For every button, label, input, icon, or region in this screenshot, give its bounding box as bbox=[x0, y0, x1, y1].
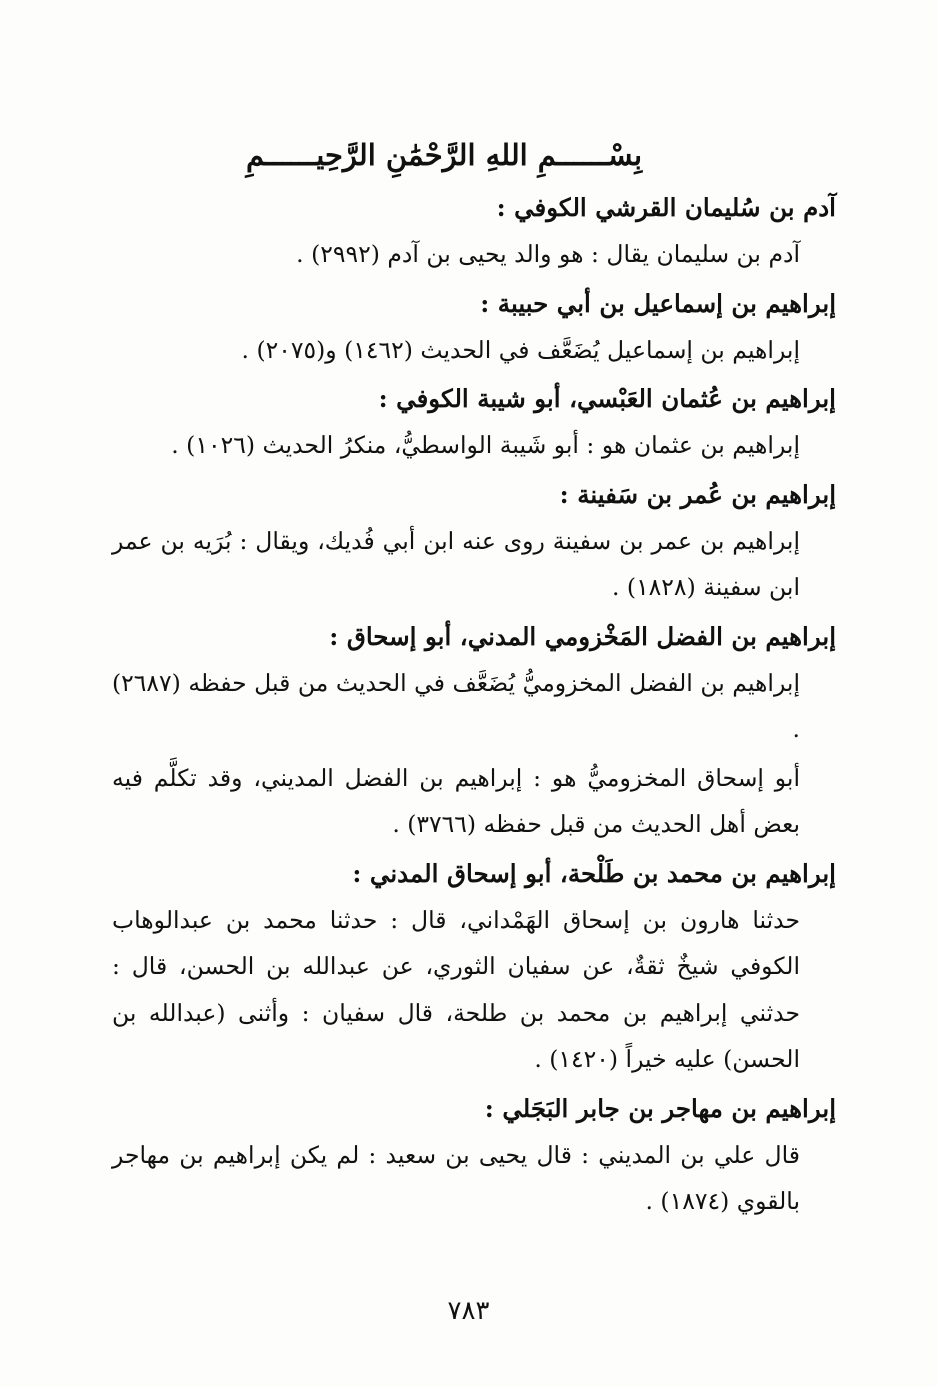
entry-ibrahim-uthman bbox=[112, 375, 836, 469]
entry-heading: آدم بن سُليمان القرشي الكوفي : bbox=[496, 193, 836, 222]
entry-heading: إبراهيم بن مهاجر بن جابر البَجَلي : bbox=[484, 1093, 836, 1123]
entry-heading: إبراهيم بن إسماعيل بن أبي حبيبة : bbox=[480, 288, 836, 318]
entry-heading: إبراهيم بن محمد بن طَلْحة، أبو إسحاق المدني : bbox=[352, 858, 836, 888]
entry-heading: إبراهيم بن الفضل المَخْزومي المدني، أبو إسحاق : bbox=[329, 621, 836, 651]
entry-adam bbox=[112, 184, 836, 278]
entry-ibrahim-muhajir bbox=[112, 1085, 836, 1225]
entry-heading: إبراهيم بن عُثمان العَبْسي، أبو شيبة الكوفي : bbox=[378, 384, 836, 413]
entry-ibrahim-muhammad bbox=[112, 850, 836, 1083]
entry-paragraph: إبراهيم بن إسماعيل يُضَعَّف في الحديث (١٤٦٢) و(٢٠٧٥) . bbox=[241, 335, 800, 364]
entry-paragraph: حدثنا هارون بن إسحاق الهَمْداني، قال : حدثنا محمد بن عبدالوهاب الكوفي شيخٌ ثقةٌ، عن سفيان الثوري، عن عبدالله بن الحسن، قال : حدثني إبراهيم بن محمد بن طلحة، قال سفيان : وأثنى (عبدالله بن الحسن) عليه خيراً (١٤٢٠) . bbox=[112, 905, 800, 1073]
basmala-heading: بِسْــــــمِ اللهِ الرَّحْمَٰنِ الرَّحِيــــــمِ bbox=[245, 138, 643, 172]
page-body bbox=[112, 128, 836, 1227]
page-number: ٧٨٣ bbox=[447, 1296, 490, 1326]
entry-ibrahim-umar bbox=[112, 471, 836, 611]
entry-paragraph: إبراهيم بن عثمان هو : أبو شَيبة الواسطيُّ، منكرُ الحديث (١٠٢٦) . bbox=[171, 431, 800, 459]
entry-paragraph: آدم بن سليمان يقال : هو والد يحيى بن آدم (٢٩٩٢) . bbox=[296, 240, 800, 268]
entry-paragraph: إبراهيم بن الفضل المخزوميُّ يُضَعَّف في الحديث من قبل حفظه (٢٦٨٧) . bbox=[112, 668, 800, 743]
entry-heading: إبراهيم بن عُمر بن سَفينة : bbox=[559, 479, 836, 509]
entry-ibrahim-ismail bbox=[112, 280, 836, 374]
entry-ibrahim-fadl bbox=[112, 613, 836, 848]
entry-paragraph: أبو إسحاق المخزوميُّ هو : إبراهيم بن الفضل المديني، وقد تكلَّم فيه بعض أهل الحديث من قبل حفظه (٣٧٦٦) . bbox=[112, 763, 800, 838]
entry-paragraph: إبراهيم بن عمر بن سفينة روى عنه ابن أبي فُديك، ويقال : بُرَيه بن عمر ابن سفينة (١٨٢٨) . bbox=[112, 526, 800, 601]
entry-paragraph: قال علي بن المديني : قال يحيى بن سعيد : لم يكن إبراهيم بن مهاجر بالقوي (١٨٧٤) . bbox=[112, 1140, 800, 1215]
